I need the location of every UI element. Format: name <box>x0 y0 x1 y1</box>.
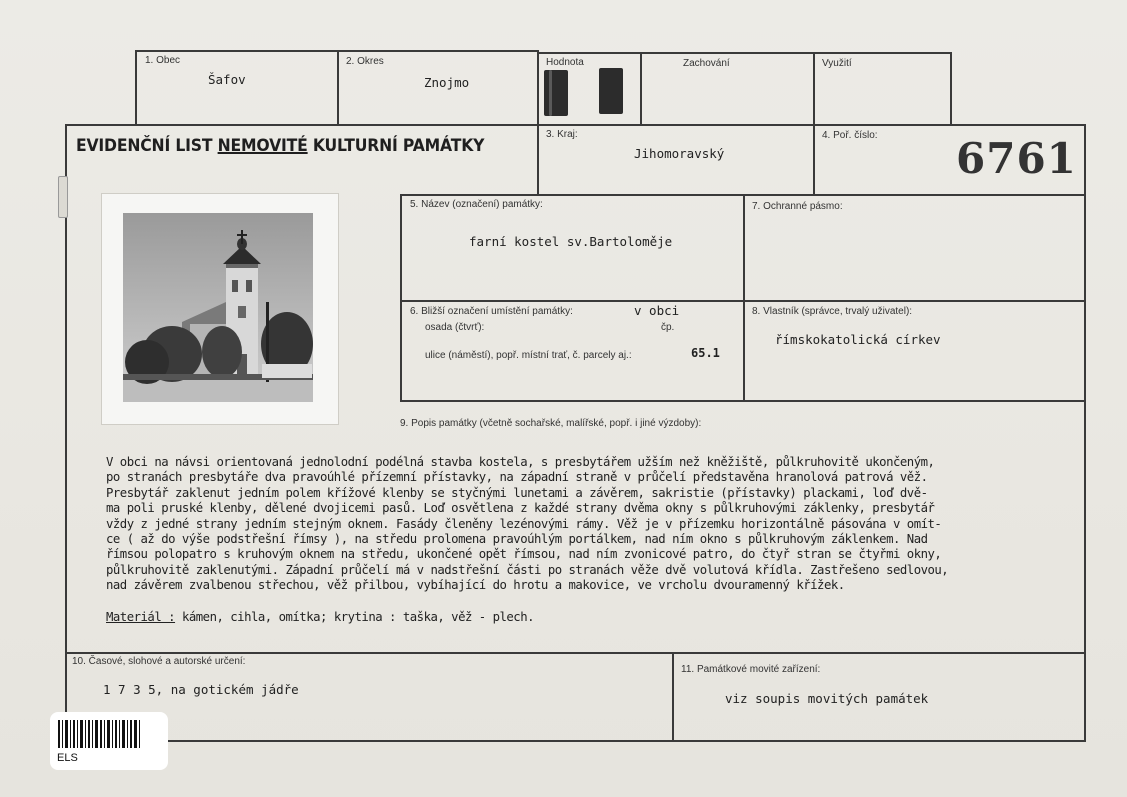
casove-value: 1 7 3 5, na gotickém jádře <box>103 682 299 697</box>
popis-label: 9. Popis památky (včetně sochařské, malířské, popř. i jiné výzdoby): <box>400 418 702 429</box>
obec-value: Šafov <box>208 72 246 87</box>
popis-line: půlkruhovitě zaklenutými. Západní průčelí má v nadstřešní části po stranách věže dvě volutová křídla. Zastřešeno sedlovou, <box>106 562 949 577</box>
ulice-label: ulice (náměstí), popř. místní trať, č. parcely aj.: <box>425 350 632 361</box>
barcode-icon <box>50 712 168 752</box>
material-line <box>106 610 1091 625</box>
barcode-text: ELS <box>57 752 78 764</box>
clip-mark <box>58 176 68 218</box>
popis-line: V obci na návsi orientovaná jednolodní podélná stavba kostela, s presbytářem užším než kněžiště, půlkruhovitě ukončeným, <box>106 455 935 469</box>
vlastnik-label: 8. Vlastník (správce, trvalý uživatel): <box>752 306 913 317</box>
popis-line: Presbytář zaklenut jedním polem křížové klenby se styčnými lunetami a závěrem, sakristie (přístavky) plackami, loď dvě- <box>106 485 928 500</box>
movite-label: 11. Památkové movité zařízení: <box>681 664 821 675</box>
popis-line: římsou polopatro s kruhovým oknem na středu, ukončené opět římsou, nad ním zvonicové patro, do čtyř stran se čtyřmi okny, <box>106 547 942 562</box>
vlastnik-value: římskokatolická církev <box>775 332 941 347</box>
vyuziti-label: Využití <box>822 58 852 69</box>
movite-value: viz soupis movitých památek <box>725 691 929 706</box>
kraj-value: Jihomoravský <box>634 146 725 161</box>
okres-label: 2. Okres <box>346 56 384 67</box>
cp-label: čp. <box>661 322 675 333</box>
v-obci-value: v obci <box>634 303 680 318</box>
hodnota-label: Hodnota <box>546 57 584 68</box>
church-photo-image <box>102 194 338 424</box>
zachovani-label: Zachování <box>683 58 730 69</box>
page-title: EVIDENČNÍ LIST NEMOVITÉ KULTURNÍ PAMÁTKY <box>76 136 485 156</box>
popis-line: vždy z jedné strany jedním stejným oknem. Fasády členěny lezénovými rámy. Věž je v přízemku horizontálně pásována v omít- <box>106 516 942 531</box>
popis-text <box>106 455 1091 625</box>
nazev-value: farní kostel sv.Bartoloměje <box>469 234 673 249</box>
por-cislo-label: 4. Poř. číslo: <box>822 130 878 141</box>
ochranne-pasmo-label: 7. Ochranné pásmo: <box>752 201 843 212</box>
popis-line: po stranách presbytáře dva pravoúhlé přízemní přístavky, na západní straně v průčelí představěna hranolová patrová věž. <box>106 470 928 485</box>
popis-line: ma poli pruské klenby, dělené dvojicemi pasů. Loď osvětlena z každé strany dvěma okny s půlkruhovými záklenky, presbytář <box>106 501 935 516</box>
popis-line: ce ( až do výše podstřešní římsy ), na středu prolomena pravoúhlým portálkem, nad ním okno s půlkruhovým záklenkem. Nad <box>106 532 928 547</box>
okres-value: Znojmo <box>424 75 470 90</box>
por-cislo-value: 6761 <box>956 134 1077 183</box>
kraj-label: 3. Kraj: <box>546 129 578 140</box>
material-label: Materiál : <box>106 609 176 624</box>
osada-label: osada (čtvrť): <box>425 322 485 333</box>
casove-label: 10. Časové, slohové a autorské určení: <box>72 656 246 667</box>
nazev-label: 5. Název (označení) památky: <box>410 199 543 210</box>
parcela-value: 65.1 <box>691 346 720 360</box>
church-photo <box>102 194 338 424</box>
material-value: kámen, cihla, omítka; krytina : taška, věž - plech. <box>175 609 535 624</box>
popis-line: nad závěrem zvalbenou střechou, věž přilbou, vybíhající do hrotu a makovice, ve vrcholu dvouramenný křížek. <box>106 578 845 593</box>
obec-label: 1. Obec <box>145 55 181 66</box>
umisteni-label: 6. Bližší označení umístění památky: <box>410 306 573 317</box>
barcode-label <box>50 712 168 770</box>
